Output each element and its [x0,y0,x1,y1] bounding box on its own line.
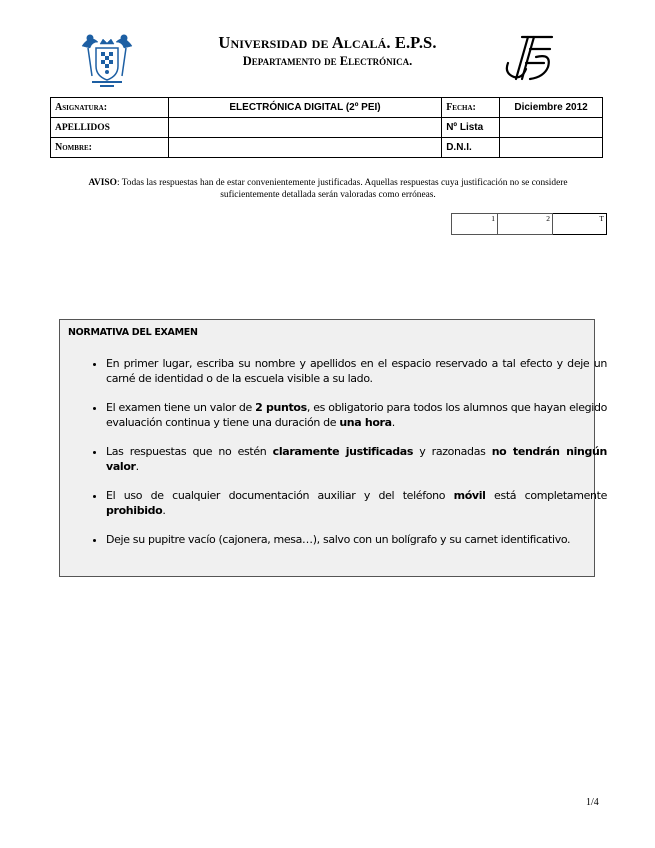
student-info-table [50,97,603,158]
score-cell-1: 1 [452,214,498,235]
page-number: 1/4 [586,797,599,808]
nombre-field[interactable] [168,138,441,158]
nombre-label: Nombre: [51,138,169,158]
rule-item: • El examen tiene un valor de 2 puntos, es obligatorio para todos los alumnos que hayan elegido evaluación continua y tiene una duración de una hora. [106,400,607,430]
lista-field[interactable] [500,118,603,138]
rule-item: • Deje su pupitre vacío (cajonera, mesa…), salvo con un bolígrafo y su carnet identificativo. [106,532,607,547]
exam-rules-box [59,319,608,577]
aviso-text: : Todas las respuestas han de estar convenientemente justificadas. Aquellas respuestas cuya justificación no se considere suficientemente detallada serán valoradas como erróneas. [116,178,568,200]
score-cell-2: 2 [498,214,553,235]
asignatura-value: ELECTRÓNICA DIGITAL (2º PEI) [168,98,441,118]
university-title: Universidad de Alcalá. E.P.S. [218,33,437,52]
dni-label: D.N.I. [442,138,500,158]
rules-list [86,356,607,561]
apellidos-field[interactable] [168,118,441,138]
rule-item: • El uso de cualquier documentación auxiliar y del teléfono móvil está completamente prohibido. [106,488,607,518]
rule-item: • En primer lugar, escriba su nombre y apellidos en el espacio reservado a tal efecto y deje un carné de identidad o de la escuela visible a su lado. [106,356,607,386]
rules-title: NORMATIVA DEL EXAMEN [68,327,198,338]
aviso-notice [68,177,588,201]
fecha-value: Diciembre 2012 [500,98,603,118]
aviso-label: AVISO [88,178,117,188]
university-crest-logo [78,30,136,88]
fecha-label: Fecha: [442,98,500,118]
apellidos-label: APELLIDOS [51,118,169,138]
department-title: Departamento de Electrónica. [242,54,413,68]
asignatura-label: Asignatura: [51,98,169,118]
lista-label: Nº Lista [442,118,500,138]
score-table [451,213,607,235]
score-cell-total: T [553,214,607,235]
rule-item: • Las respuestas que no estén claramente justificadas y razonadas no tendrán ningún valor. [106,444,607,474]
dni-field[interactable] [500,138,603,158]
